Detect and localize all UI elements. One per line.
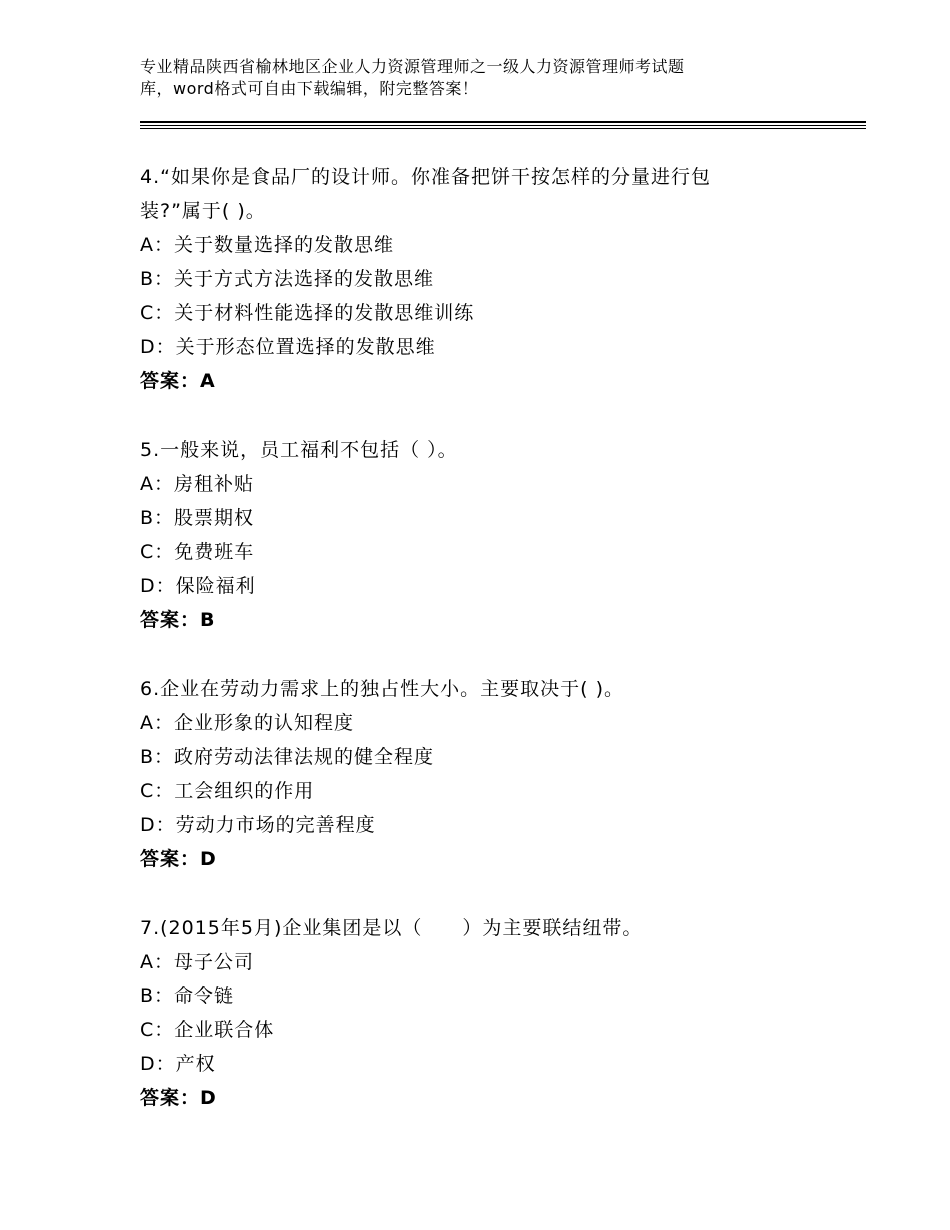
option-c: C：企业联合体 <box>140 1019 275 1041</box>
option-d: D：保险福利 <box>140 575 256 597</box>
option-c: C：免费班车 <box>140 541 255 563</box>
header-line-2: 库，word格式可自由下载编辑，附完整答案！ <box>140 79 479 98</box>
answer-line: 答案：D <box>140 1087 217 1109</box>
option-d: D：产权 <box>140 1053 216 1075</box>
option-b: B：股票期权 <box>140 507 255 529</box>
answer-line: 答案：B <box>140 609 216 631</box>
question-4 <box>140 160 800 398</box>
question-text-line: 6.企业在劳动力需求上的独占性大小。主要取决于( )。 <box>140 678 624 700</box>
header-line-1: 专业精品陕西省榆林地区企业人力资源管理师之一级人力资源管理师考试题 <box>140 57 685 76</box>
option-a: A：关于数量选择的发散思维 <box>140 234 394 256</box>
question-text-line: 5.一般来说，员工福利不包括（ ）。 <box>140 439 458 461</box>
question-6 <box>140 672 800 876</box>
header-rule-thin-2 <box>140 128 866 129</box>
question-7 <box>140 911 800 1115</box>
document-header <box>140 56 860 100</box>
option-a: A：母子公司 <box>140 951 254 973</box>
answer-line: 答案：A <box>140 370 216 392</box>
option-c: C：工会组织的作用 <box>140 780 315 802</box>
option-a: A：房租补贴 <box>140 473 254 495</box>
answer-line: 答案：D <box>140 848 217 870</box>
option-b: B：关于方式方法选择的发散思维 <box>140 268 435 290</box>
option-a: A：企业形象的认知程度 <box>140 712 354 734</box>
question-text-line: 4.“如果你是食品厂的设计师。你准备把饼干按怎样的分量进行包 <box>140 166 711 188</box>
question-text-line: 装?”属于( )。 <box>140 200 266 222</box>
header-rule-thin-1 <box>140 125 866 126</box>
question-text-line: 7.(2015年5月)企业集团是以（ ）为主要联结纽带。 <box>140 917 643 939</box>
header-rule-thick <box>140 121 866 123</box>
option-d: D：关于形态位置选择的发散思维 <box>140 336 436 358</box>
question-5 <box>140 433 800 637</box>
option-b: B：命令链 <box>140 985 235 1007</box>
option-d: D：劳动力市场的完善程度 <box>140 814 376 836</box>
option-b: B：政府劳动法律法规的健全程度 <box>140 746 435 768</box>
option-c: C：关于材料性能选择的发散思维训练 <box>140 302 475 324</box>
